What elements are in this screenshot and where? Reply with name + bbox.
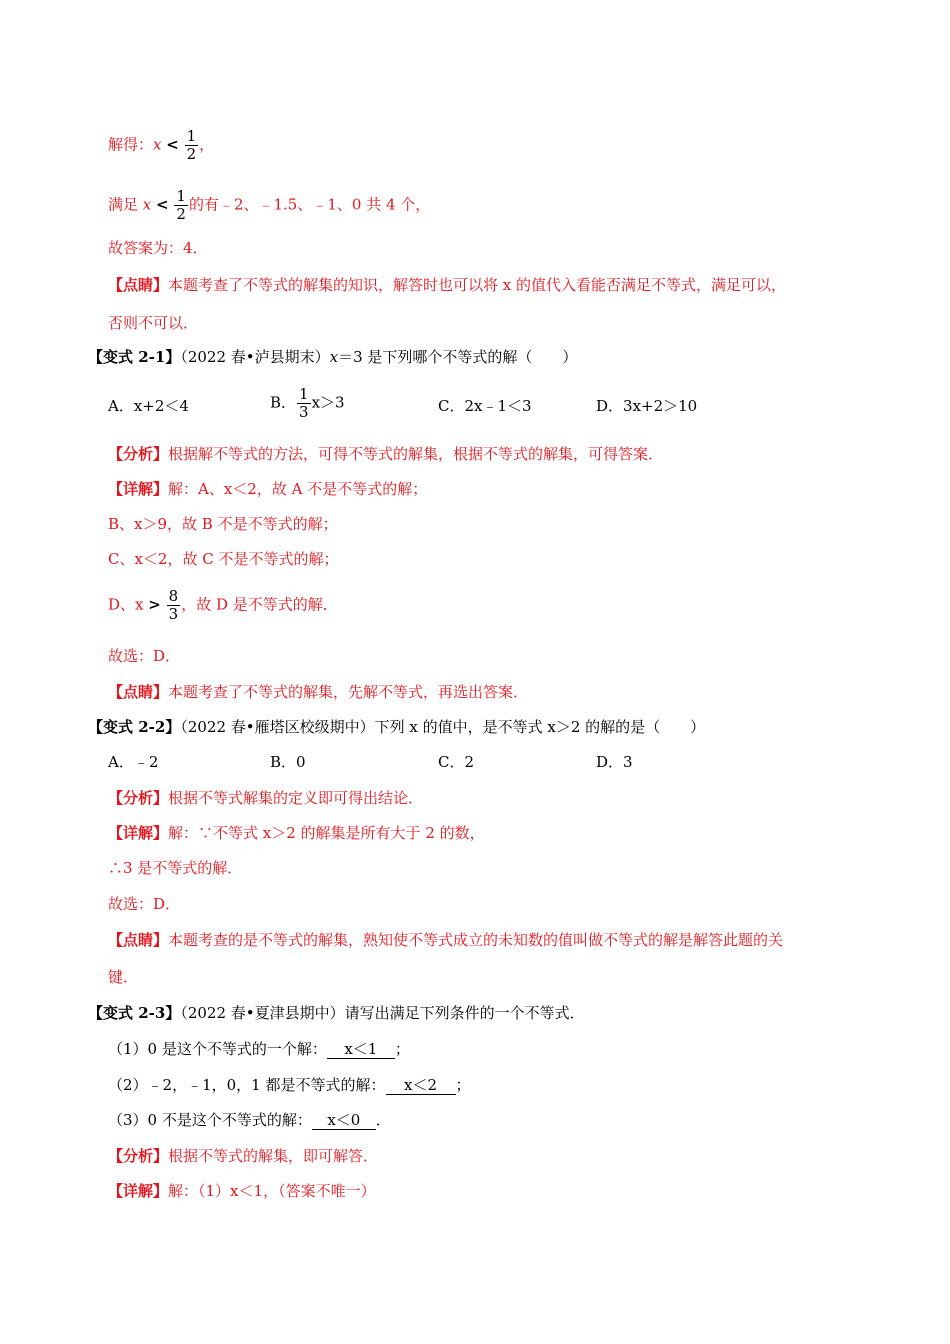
- solution-b-line: B、x＞9，故 B 不是不等式的解；: [108, 515, 338, 533]
- fenxi-text: 根据不等式的解集，即可解答．: [168, 1147, 379, 1165]
- dianjing-line-2: 否则不可以．: [108, 314, 199, 332]
- option-b: B．0: [270, 753, 306, 771]
- question-source: （2022 春•夏津县期中）: [180, 1004, 345, 1022]
- xiangjie-tag: 【详解】: [108, 824, 169, 842]
- option-d: D．3: [596, 753, 633, 771]
- solution-text: D、x: [108, 595, 144, 614]
- part-text: （1）0 是这个不等式的一个解：: [108, 1040, 327, 1058]
- fraction-numerator: 1: [186, 127, 197, 145]
- variable-x: x: [142, 195, 152, 214]
- xiangjie-line: [108, 479, 427, 499]
- option-c: C．2: [438, 753, 475, 771]
- fenxi-text: 根据不等式解集的定义即可得出结论．: [168, 789, 424, 807]
- answer-blank: x＜0: [312, 1111, 376, 1130]
- option-text: x＞3: [311, 393, 345, 412]
- fraction: [185, 128, 199, 163]
- question-text: 请写出满足下列条件的一个不等式．: [344, 1004, 585, 1022]
- dianjing-tag: 【点睛】: [108, 931, 169, 949]
- question-tag: 【变式 2-1】: [88, 348, 181, 366]
- dianjing-text: 本题考查了不等式的解集的知识，解答时也可以将 x 的值代入看能否满足不等式，满足可以，: [168, 276, 787, 294]
- fraction: [297, 386, 311, 421]
- fenxi-tag: 【分析】: [108, 789, 169, 807]
- fenxi-text: 根据解不等式的方法，可得不等式的解集，根据不等式的解集，可得答案．: [168, 445, 664, 463]
- question-2-1-stem: [88, 347, 577, 367]
- option-c: C．2x﹣1＜3: [438, 397, 532, 415]
- fraction-denominator: 2: [176, 205, 186, 223]
- dianjing-line-2: 键．: [108, 968, 139, 986]
- option-d: D．3x+2＞10: [596, 397, 698, 415]
- xiangjie-tag: 【详解】: [108, 1182, 169, 1200]
- fraction: [174, 188, 188, 223]
- variable-x: x: [153, 135, 162, 154]
- dianjing-tag: 【点睛】: [108, 276, 169, 294]
- xiangjie-line: [108, 1181, 376, 1201]
- option-b: [270, 386, 345, 421]
- xiangjie-tag: 【详解】: [108, 480, 169, 498]
- answer-line: 故答案为：4．: [108, 239, 208, 257]
- dianjing-tag: 【点睛】: [108, 683, 169, 701]
- question-tag: 【变式 2-2】: [88, 718, 181, 736]
- part-2-line: [108, 1075, 471, 1095]
- question-source: （2022 春•泸县期末）: [180, 348, 330, 366]
- fraction-numerator: 1: [176, 187, 186, 205]
- question-text: 下列 x 的值中，是不等式 x＞2 的解的是（ ）: [374, 718, 706, 736]
- fenxi-tag: 【分析】: [108, 445, 169, 463]
- xiangjie-text: 解：∵不等式 x＞2 的解集是所有大于 2 的数，: [168, 824, 485, 842]
- fenxi-line: [108, 788, 423, 808]
- solution-line-1: [108, 128, 214, 163]
- xiangjie-text: 解：A、x＜2，故 A 不是不等式的解；: [168, 480, 428, 498]
- solution-text: 的有﹣2、﹣1.5、﹣1、0 共 4 个，: [188, 195, 431, 214]
- solution-text: 满足: [108, 195, 143, 214]
- dianjing-line-1: [108, 275, 786, 295]
- xiangjie-text: 解：（1）x＜1，（答案不唯一）: [168, 1182, 376, 1200]
- punctuation: ；: [394, 1040, 410, 1058]
- fenxi-line: [108, 444, 663, 464]
- fenxi-tag: 【分析】: [108, 1147, 169, 1165]
- variable-x: x: [329, 348, 339, 366]
- punctuation: ；: [455, 1076, 471, 1094]
- answer-blank: x＜2: [386, 1076, 456, 1095]
- question-2-3-stem: [88, 1003, 585, 1023]
- greater-than-sign: >: [148, 595, 161, 614]
- question-tag: 【变式 2-3】: [88, 1004, 181, 1022]
- choice-line: 故选：D．: [108, 895, 181, 913]
- dianjing-text: 本题考查的是不等式的解集，熟知使不等式成立的未知数的值叫做不等式的解是解答此题的关: [168, 931, 784, 949]
- option-label: B．: [270, 393, 297, 412]
- solution-text: ，故 D 是不等式的解．: [181, 595, 338, 614]
- solution-d-line: [108, 588, 338, 623]
- dianjing-text: 本题考查了不等式的解集，先解不等式，再选出答案．: [168, 683, 529, 701]
- fraction-denominator: 3: [299, 403, 309, 421]
- question-2-2-stem: [88, 717, 705, 737]
- dianjing-line-1: [108, 930, 783, 950]
- punctuation: ，: [199, 135, 215, 154]
- solution-text: 解得：: [108, 135, 154, 154]
- punctuation: ．: [375, 1111, 391, 1129]
- solution-line-2: [108, 188, 430, 223]
- question-text: ＝3 是下列哪个不等式的解（ ）: [338, 348, 578, 366]
- answer-blank: x＜1: [327, 1040, 395, 1059]
- question-source: （2022 春•雁塔区校级期中）: [180, 718, 375, 736]
- fraction-denominator: 3: [168, 605, 179, 623]
- therefore-line: ∴3 是不等式的解．: [108, 859, 243, 877]
- xiangjie-line: [108, 823, 485, 843]
- fraction-denominator: 2: [186, 145, 197, 163]
- less-than-sign: <: [166, 135, 179, 154]
- fraction: [167, 588, 181, 623]
- part-3-line: [108, 1110, 391, 1130]
- option-a: A．﹣2: [108, 753, 159, 771]
- fenxi-line: [108, 1146, 378, 1166]
- option-a: A．x+2＜4: [108, 397, 189, 415]
- less-than-sign: <: [156, 195, 169, 214]
- dianjing-line: [108, 682, 528, 702]
- fraction-numerator: 1: [299, 385, 309, 403]
- fraction-numerator: 8: [168, 587, 179, 605]
- solution-c-line: C、x＜2，故 C 不是不等式的解；: [108, 550, 339, 568]
- part-1-line: [108, 1039, 410, 1059]
- part-text: （2）﹣2，﹣1，0，1 都是不等式的解：: [108, 1076, 386, 1094]
- choice-line: 故选：D．: [108, 647, 181, 665]
- part-text: （3）0 不是这个不等式的解：: [108, 1111, 312, 1129]
